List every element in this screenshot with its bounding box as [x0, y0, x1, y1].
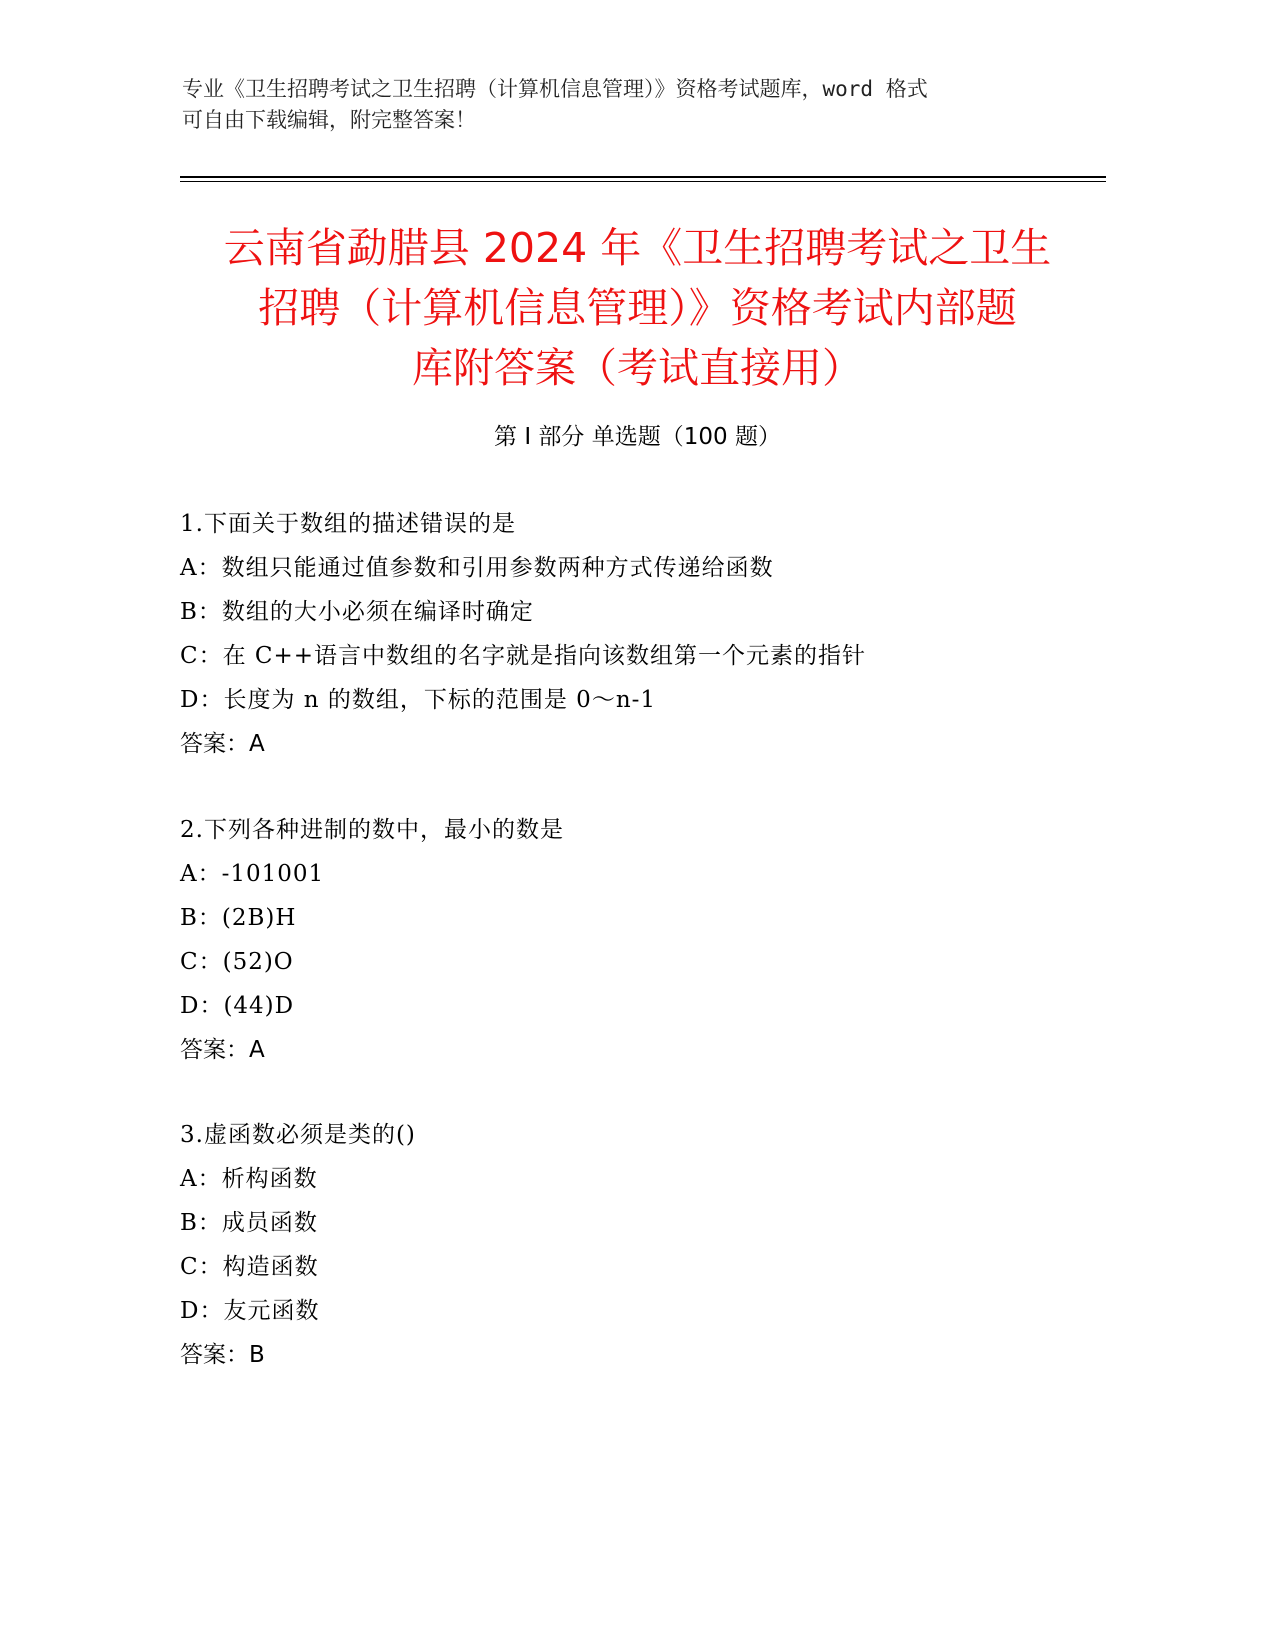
option-d: D：长度为 n 的数组，下标的范围是 0～n-1: [180, 687, 657, 713]
answer: 答案：B: [180, 1342, 265, 1368]
option-a: A：数组只能通过值参数和引用参数两种方式传递给函数: [180, 555, 774, 581]
question-stem: 3.虚函数必须是类的(): [180, 1122, 416, 1148]
answer: 答案：A: [180, 731, 265, 757]
option-c: C：(52)O: [180, 949, 294, 975]
option-d: D：友元函数: [180, 1298, 320, 1324]
header-note-line-1: 专业《卫生招聘考试之卫生招聘（计算机信息管理）》资格考试题库，word 格式: [182, 77, 928, 101]
document-title-line-3: 库附答案（考试直接用）: [412, 344, 863, 392]
document-title: [150, 218, 1125, 398]
question-1: [180, 502, 1080, 766]
option-a: A：-101001: [180, 861, 325, 887]
option-c: C：在 C++语言中数组的名字就是指向该数组第一个元素的指针: [180, 643, 867, 669]
question-2: [180, 808, 1080, 1072]
question-3: [180, 1113, 1080, 1377]
option-b: B：数组的大小必须在编译时确定: [180, 599, 534, 625]
option-b: B：成员函数: [180, 1210, 318, 1236]
header-note: [182, 74, 1082, 136]
header-divider-thick: [180, 176, 1106, 178]
header-note-line-2: 可自由下载编辑，附完整答案！: [182, 108, 476, 132]
document-title-line-1: 云南省勐腊县 2024 年《卫生招聘考试之卫生: [223, 224, 1052, 272]
option-d: D：(44)D: [180, 993, 295, 1019]
document-title-line-2: 招聘（计算机信息管理）》资格考试内部题: [258, 284, 1017, 332]
answer: 答案：A: [180, 1037, 265, 1063]
option-c: C：构造函数: [180, 1254, 319, 1280]
option-a: A：析构函数: [180, 1166, 318, 1192]
option-b: B：(2B)H: [180, 905, 297, 931]
header-divider-thin: [180, 181, 1106, 182]
section-title: 第 I 部分 单选题（100 题）: [494, 424, 781, 450]
question-stem: 2.下列各种进制的数中，最小的数是: [180, 817, 564, 843]
question-stem: 1.下面关于数组的描述错误的是: [180, 511, 516, 537]
